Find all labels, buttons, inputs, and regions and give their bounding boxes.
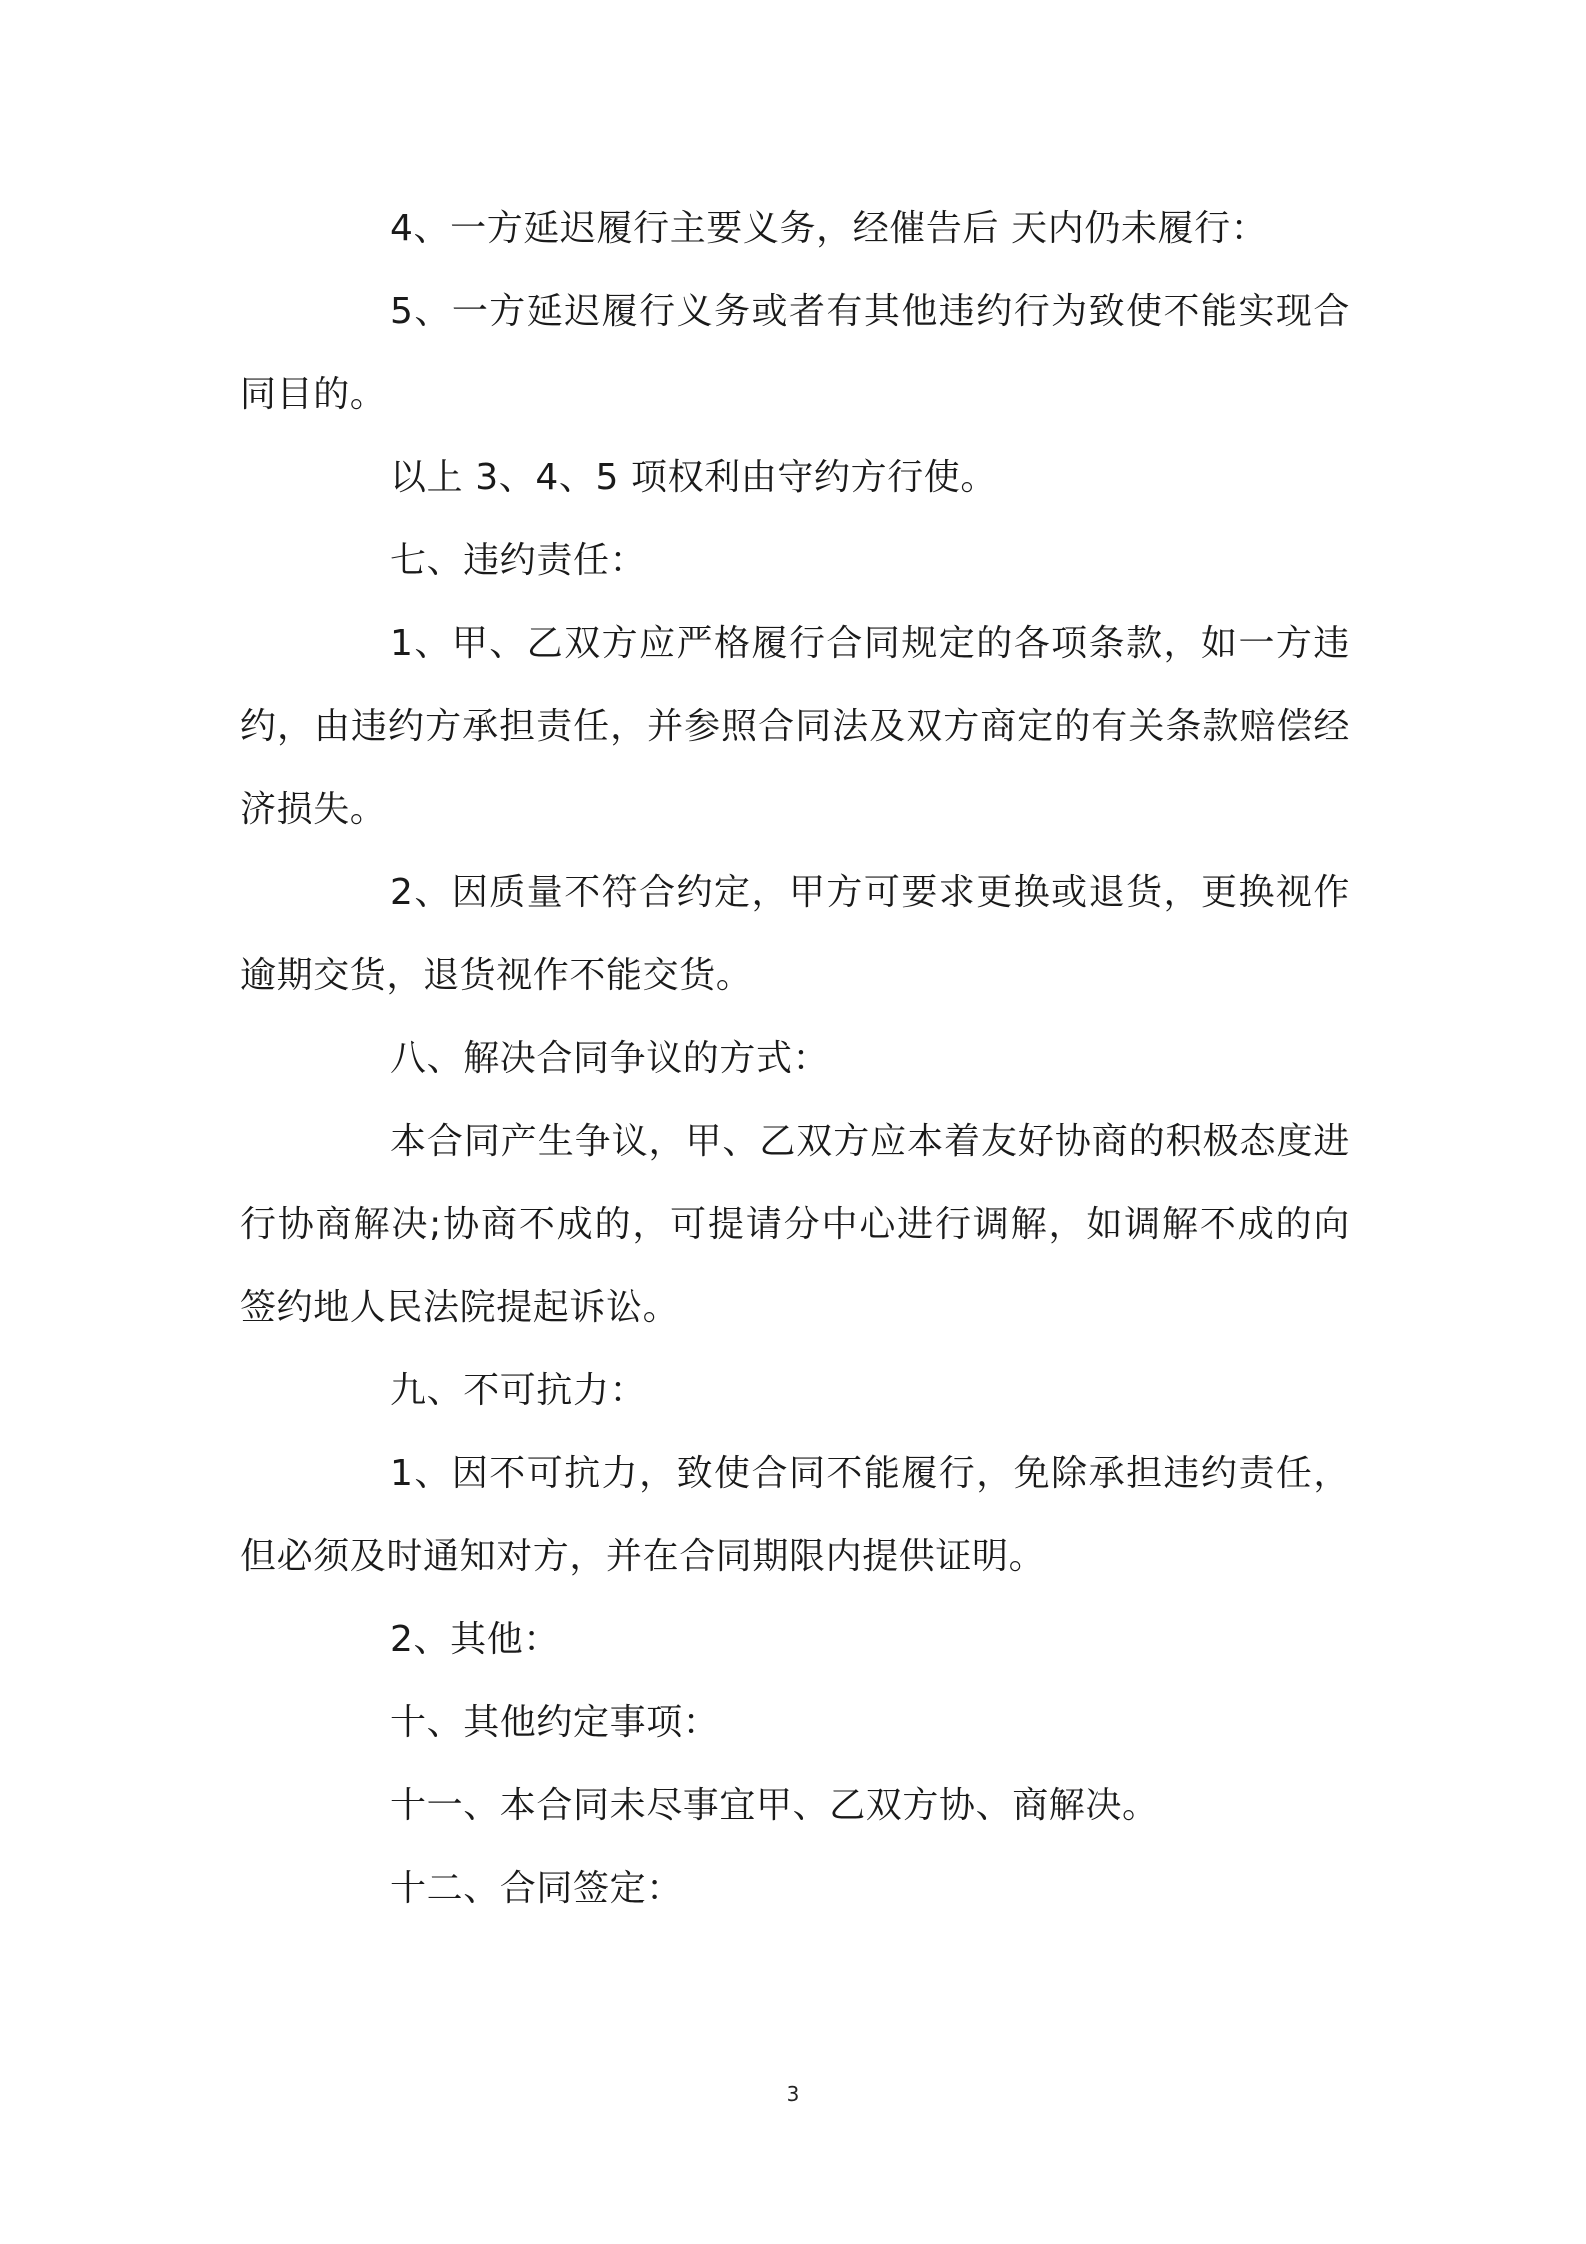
paragraph-breach-1: 1、甲、乙双方应严格履行合同规定的各项条款，如一方违约，由违约方承担责任，并参照合同法及双方商定的有关条款赔偿经济损失。 [240,623,1350,830]
section-heading-breach-liability: 七、违约责任： [390,540,647,581]
paragraph-clause-5: 5、一方延迟履行义务或者有其他违约行为致使不能实现合同目的。 [240,291,1350,415]
section-heading-unresolved-matters: 十一、本合同未尽事宜甲、乙双方协、商解决。 [390,1785,1159,1826]
paragraph-force-majeure-1: 1、因不可抗力，致使合同不能履行，免除承担违约责任，但必须及时通知对方，并在合同期限内提供证明。 [240,1453,1350,1577]
paragraph-dispute: 本合同产生争议，甲、乙双方应本着友好协商的积极态度进行协商解决;协商不成的，可提请分中心进行调解，如调解不成的向签约地人民法院提起诉讼。 [240,1121,1350,1328]
section-heading-force-majeure: 九、不可抗力： [390,1370,647,1411]
paragraph-rights-note: 以上 3、4、5 项权利由守约方行使。 [390,457,997,498]
paragraph-clause-4: 4、一方延迟履行主要义务，经催告后 天内仍未履行： [390,208,1268,249]
paragraph-breach-2: 2、因质量不符合约定，甲方可要求更换或退货，更换视作逾期交货，退货视作不能交货。 [240,872,1350,996]
section-heading-contract-signing: 十二、合同签定： [390,1868,683,1909]
document-body [240,187,1350,1930]
section-heading-other-matters: 十、其他约定事项： [390,1702,720,1743]
paragraph-force-majeure-2: 2、其他： [390,1619,560,1660]
section-heading-dispute-resolution: 八、解决合同争议的方式： [390,1038,830,1079]
page-number: 3 [786,2082,800,2106]
